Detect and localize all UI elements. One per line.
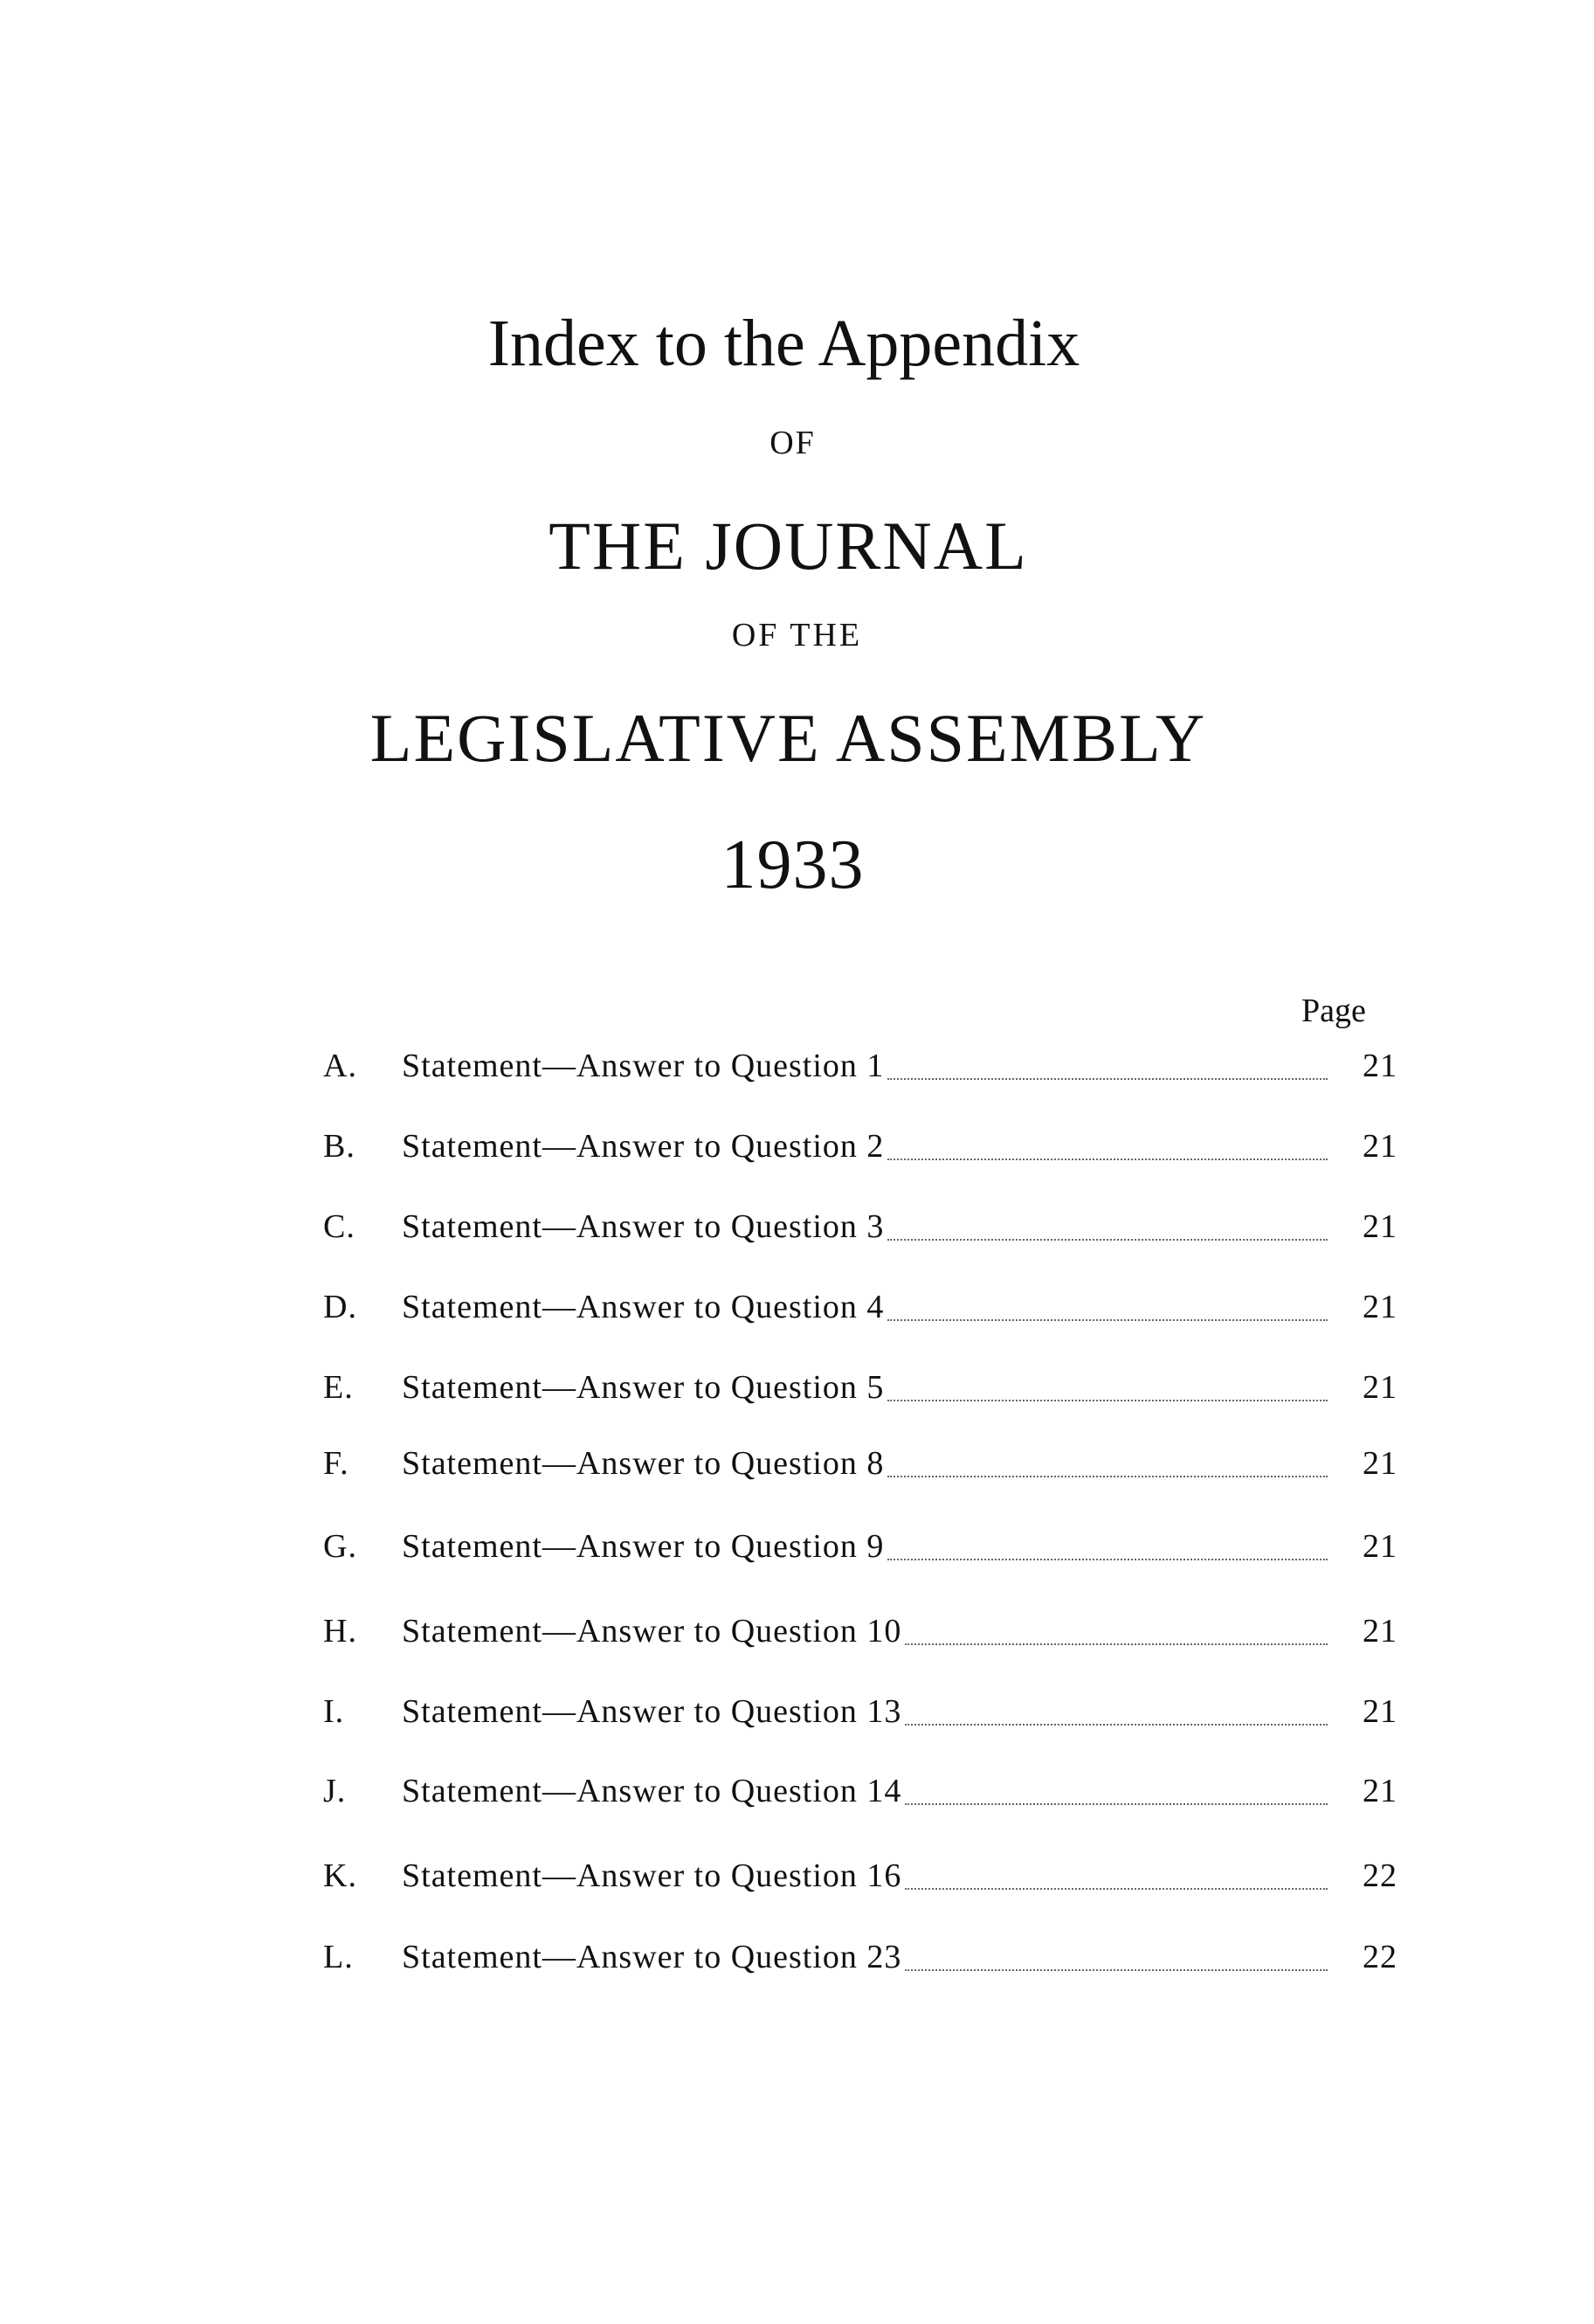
toc-dot-leader (905, 1803, 1328, 1805)
title-the-journal: THE JOURNAL (549, 508, 1028, 584)
toc-entry-letter: J. (323, 1773, 347, 1809)
toc-entry-text: Statement—Answer to Question 23 (402, 1939, 902, 1975)
toc-entry (323, 1850, 1397, 1902)
toc-entry-page: 21 (1363, 1613, 1397, 1650)
toc-entry-text: Statement—Answer to Question 1 (402, 1048, 885, 1084)
toc-dot-leader (905, 1888, 1328, 1890)
toc-entry-text: Statement—Answer to Question 2 (402, 1128, 885, 1165)
title-index-to-appendix: Index to the Appendix (487, 307, 1080, 380)
toc-entry-page: 22 (1363, 1939, 1397, 1975)
toc-entry-text: Statement—Answer to Question 4 (402, 1289, 885, 1325)
title-of: OF (769, 425, 816, 461)
toc-entry-page: 21 (1363, 1208, 1397, 1245)
toc-entry (323, 1361, 1397, 1414)
toc-entry-letter: H. (323, 1613, 357, 1650)
toc-entry-letter: K. (323, 1857, 357, 1894)
toc-entry-text: Statement—Answer to Question 13 (402, 1693, 902, 1730)
toc-entry-letter: G. (323, 1528, 357, 1565)
toc-entry-letter: C. (323, 1208, 355, 1245)
toc-entry-letter: B. (323, 1128, 355, 1165)
toc-dot-leader (905, 1969, 1328, 1971)
toc-dot-leader (887, 1239, 1328, 1241)
toc-entry-text: Statement—Answer to Question 16 (402, 1857, 902, 1894)
toc-dot-leader (887, 1400, 1328, 1401)
toc-entry-text: Statement—Answer to Question 3 (402, 1208, 885, 1245)
toc-dot-leader (887, 1159, 1328, 1160)
toc-dot-leader (887, 1319, 1328, 1321)
toc-entry-letter: I. (323, 1693, 345, 1730)
toc-dot-leader (905, 1643, 1328, 1645)
toc-entry-text: Statement—Answer to Question 10 (402, 1613, 902, 1650)
toc-entry-page: 21 (1363, 1528, 1397, 1565)
toc-dot-leader (905, 1724, 1328, 1726)
toc-entry (323, 1931, 1397, 1983)
toc-entry (323, 1200, 1397, 1253)
toc-entry-letter: A. (323, 1048, 357, 1084)
toc-entry-letter: E. (323, 1369, 354, 1406)
title-year: 1933 (721, 827, 865, 903)
toc-entry (323, 1437, 1397, 1490)
toc-entry-page: 21 (1363, 1693, 1397, 1730)
toc-entry-page: 21 (1363, 1048, 1397, 1084)
title-legislative-assembly: LEGISLATIVE ASSEMBLY (369, 700, 1207, 776)
toc-entry-text: Statement—Answer to Question 8 (402, 1445, 885, 1482)
toc-entry (323, 1605, 1397, 1657)
toc-entry-letter: L. (323, 1939, 354, 1975)
toc-entry-page: 21 (1363, 1289, 1397, 1325)
toc-entry-page: 21 (1363, 1445, 1397, 1482)
toc-entry (323, 1040, 1397, 1092)
toc-entry (323, 1120, 1397, 1172)
toc-entry-page: 21 (1363, 1369, 1397, 1406)
toc-entry-text: Statement—Answer to Question 14 (402, 1773, 902, 1809)
toc-entry (323, 1685, 1397, 1738)
toc-entry (323, 1520, 1397, 1573)
toc-entry-page: 21 (1363, 1128, 1397, 1165)
toc-dot-leader (887, 1476, 1328, 1477)
toc-entry (323, 1765, 1397, 1817)
toc-entry-page: 21 (1363, 1773, 1397, 1809)
toc-entry-letter: D. (323, 1289, 357, 1325)
toc-entry-text: Statement—Answer to Question 5 (402, 1369, 885, 1406)
toc-entry-letter: F. (323, 1445, 349, 1482)
toc-entry-text: Statement—Answer to Question 9 (402, 1528, 885, 1565)
toc-entry-page: 22 (1363, 1857, 1397, 1894)
title-of-the: OF THE (731, 617, 863, 654)
toc-entry (323, 1281, 1397, 1333)
toc-dot-leader (887, 1078, 1328, 1080)
toc-dot-leader (887, 1559, 1328, 1560)
page-column-heading: Page (1301, 993, 1366, 1029)
